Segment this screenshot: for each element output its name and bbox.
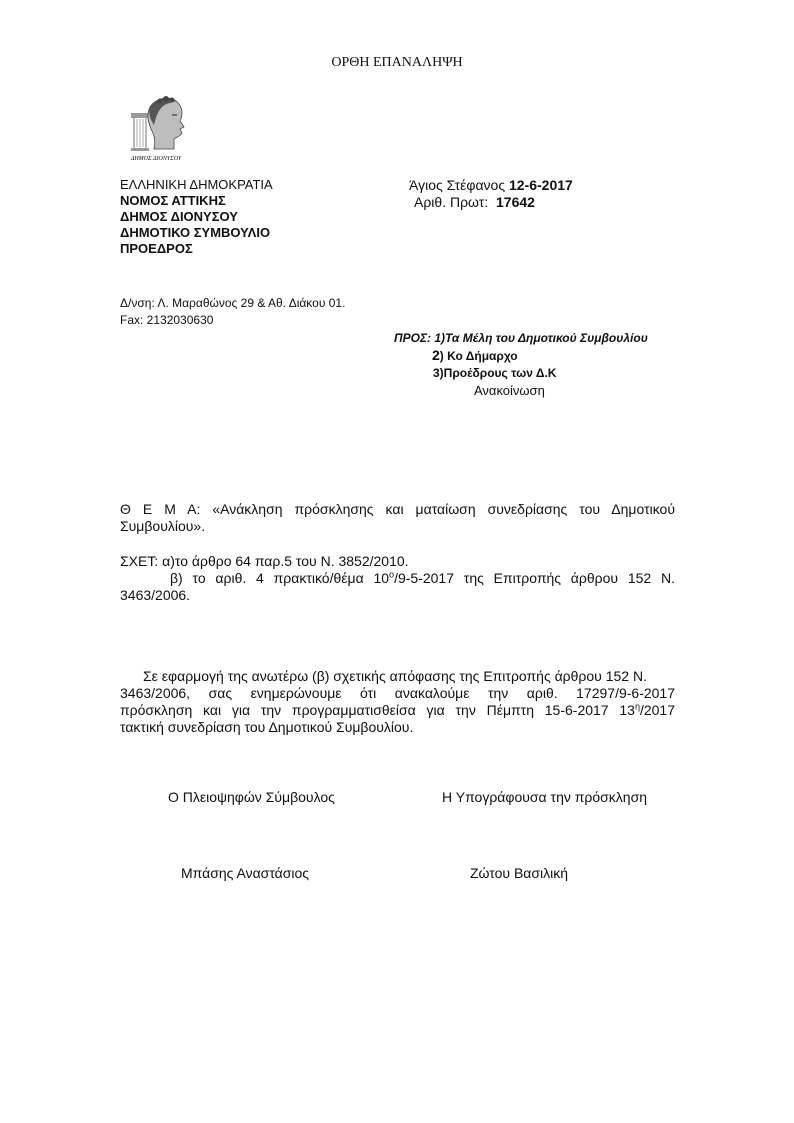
municipality-logo — [120, 95, 200, 165]
reference-b-line-1 — [170, 570, 675, 586]
document-date: 12-6-2017 — [508, 177, 573, 193]
place-date — [409, 177, 669, 193]
document-title: ΟΡΘΗ ΕΠΑΝΑΛΗΨΗ — [331, 55, 463, 70]
reference-b-post: /9-5-2017 της Επιτροπής άρθρου 152 Ν. — [394, 570, 675, 586]
reference-b-sup: ο — [389, 569, 395, 580]
reference-b-pre: β) το αριθ. 4 πρακτικό/θέμα 10 — [170, 570, 390, 586]
body-line-3-sup: η — [634, 701, 640, 712]
recipients-line-2 — [432, 347, 632, 364]
body-line-2: 3463/2006, σας ενημερώνουμε ότι ανακαλούμε την αριθ. 17297/9-6-2017 — [120, 685, 675, 701]
left-signatory-title: Ο Πλειοψηφών Σύμβουλος — [168, 789, 335, 805]
left-signatory-name: Μπάσης Αναστάσιος — [181, 865, 310, 881]
address-line: Δ/νση: Λ. Μαραθώνος 29 & Αθ. Διάκου 01. — [120, 296, 346, 310]
reference-a: ΣΧΕΤ: α)το άρθρο 64 παρ.5 του Ν. 3852/2010. — [120, 553, 409, 569]
council-name: ΔΗΜΟΤΙΚΟ ΣΥΜΒΟΥΛΙΟ — [120, 225, 271, 240]
right-signatory-title: Η Υπογράφουσα την πρόσκληση — [442, 789, 648, 805]
republic-name: ΕΛΛΗΝΙΚΗ ΔΗΜΟΚΡΑΤΙΑ — [120, 177, 273, 192]
body-line-3 — [120, 702, 675, 718]
subject-line-2: Συμβουλίου». — [120, 518, 206, 534]
subject-line-1: Θ Ε Μ Α: «Ανάκληση πρόσκλησης και ματαίωση συνεδρίασης του Δημοτικού — [120, 501, 675, 517]
protocol-number — [414, 194, 674, 210]
recipients-line-3: 3)Προέδρους των Δ.Κ — [433, 366, 557, 380]
municipality-name: ΔΗΜΟΣ ΔΙΟΝΥΣΟΥ — [120, 209, 238, 224]
body-line-1: Σε εφαρμογή της ανωτέρω (β) σχετικής απόφασης της Επιτροπής άρθρου 152 Ν. — [143, 668, 647, 684]
protocol-label: Αριθ. Πρωτ: — [414, 194, 489, 210]
recipients-line-2-text: ) Κο Δήμαρχο — [439, 349, 518, 363]
protocol-value: 17642 — [496, 194, 535, 210]
body-line-3-pre: πρόσκληση και για την προγραμματισθείσα για την Πέμπτη 15-6-2017 13 — [120, 702, 635, 718]
issuer-header — [120, 177, 400, 257]
recipients-line-1: ΠΡΟΣ: 1)Τα Μέλη του Δημοτικού Συμβουλίου — [394, 331, 648, 345]
greek-goddess-head-logo-icon — [120, 95, 200, 153]
announcement-label: Ανακοίνωση — [474, 383, 545, 398]
right-signatory-name: Ζώτου Βασιλική — [470, 865, 569, 881]
reference-b-line-2: 3463/2006. — [120, 587, 191, 603]
role-name: ΠΡΟΕΔΡΟΣ — [120, 241, 193, 256]
recipients-line-2-number: 2 — [432, 347, 440, 363]
logo-caption: ΔΗΜΟΣ ΔΙΟΝΥΣΟΥ — [130, 156, 182, 162]
prefecture-name: ΝΟΜΟΣ ΑΤΤΙΚΗΣ — [120, 193, 226, 208]
place-label: Άγιος Στέφανος — [409, 177, 506, 193]
fax-line: Fax: 2132030630 — [120, 313, 214, 327]
body-line-3-post: /2017 — [639, 702, 675, 718]
body-line-4: τακτική συνεδρίαση του Δημοτικού Συμβουλίου. — [120, 719, 414, 735]
